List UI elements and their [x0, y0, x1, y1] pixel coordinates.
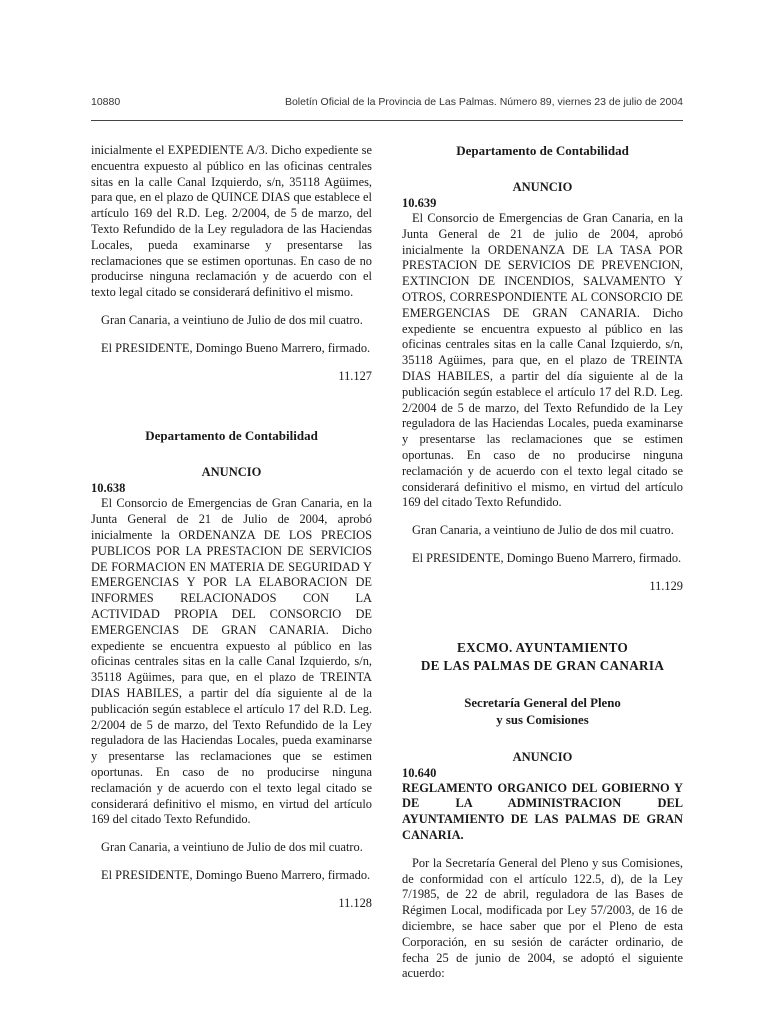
signature: El PRESIDENTE, Domingo Bueno Marrero, firmado. [412, 550, 682, 565]
running-title: Boletín Oficial de la Provincia de Las Palmas. Número 89, viernes 23 de julio de 2004 [284, 96, 683, 108]
left-column [91, 143, 372, 911]
announcement-number: 10.639 [402, 196, 437, 210]
excmo-heading-line-2: DE LAS PALMAS DE GRAN CANARIA [420, 657, 665, 673]
department-heading: Departamento de Contabilidad [145, 428, 318, 444]
reference-number: 11.128 [338, 895, 372, 910]
excmo-heading-line-1: EXCMO. AYUNTAMIENTO [456, 639, 629, 655]
right-column [402, 143, 683, 982]
place-date: Gran Canaria, a veintiuno de Julio de dos mil cuatro. [101, 312, 363, 327]
reference-number: 11.127 [338, 368, 372, 383]
anuncio-heading: ANUNCIO [512, 180, 573, 194]
anuncio-heading: ANUNCIO [512, 749, 573, 764]
department-heading: Departamento de Contabilidad [456, 143, 629, 158]
continued-paragraph: inicialmente el EXPEDIENTE A/3. Dicho expediente se encuentra expuesto al público en las oficinas centrales sitas en la calle Canal Izquierdo, s/n, 35118 Agüimes, para que, en el plazo de QUINCE DIAS que establece el artículo 169 del R.D. Leg. 2/2004, de 5 de marzo, del Texto Refundido de la Ley reguladora de las Haciendas Locales, pueda examinarse y presentarse las reclamaciones que se estimen oportunas. En caso de no producirse ninguna reclamación y de acuerdo con el texto legal citado se considerará definitivo el mismo. [91, 143, 372, 300]
final-paragraph: Por la Secretaría General del Pleno y sus Comisiones, de conformidad con el artículo 122.5, d), de la Ley 7/1985, de 22 de abril, reguladora de las Bases de Régimen Local, modificada por Ley 57/2003, de 16 de diciembre, se hace saber que por el Pleno de esta Corporación, en su sesión de carácter ordinario, de fecha 25 de junio de 2004, se adoptó el siguiente acuerdo: [402, 855, 683, 981]
announcement-body: El Consorcio de Emergencias de Gran Canaria, en la Junta General de 21 de Julio de 2004, aprobó inicialmente la ORDENANZA DE LOS PRECIOS PUBLICOS POR LA PRESTACION DE SERVICIOS DE FORMACION EN MATERIA DE SEGURIDAD Y EMERGENCIAS Y POR LA ELABORACION DE INFORMES RELACIONADOS CON LA ACTIVIDAD PROPIA DEL CONSORCIO DE EMERGENCIAS DE GRAN CANARIA. Dicho expediente se encuentra expuesto al público en las oficinas centrales sitas en la calle Canal Izquierdo, s/n, 35118 Agüimes, para que, en el plazo de TREINTA DIAS HABILES, a partir del día siguiente al de la publicación según establece el artículo 17 del R.D. Leg. 2/2004 de 5 de marzo, del Texto Refundido de la Ley reguladora de las Haciendas Locales, pueda examinarse y presentarse las reclamaciones que se estimen oportunas. En caso de no producirse ninguna reclamación y de acuerdo con el texto legal citado se considerará definitivo el mismo, en virtud del artículo 169 del citado Texto Refundido. [91, 496, 372, 827]
secretaria-heading-line-1: Secretaría General del Pleno [464, 695, 621, 710]
announcement-body: El Consorcio de Emergencias de Gran Canaria, en la Junta General de 21 de julio de 2004, aprobó inicialmente la ORDENANZA DE LA TASA POR PRESTACION DE SERVICIOS DE PREVENCION, EXTINCION DE INCENDIOS, SALVAMENTO Y OTROS, CORRESPONDIENTE AL CONSORCIO DE EMERGENCIAS DE GRAN CANARIA. Dicho expediente se encuentra expuesto al público en las oficinas centrales sitas en la calle Canal Izquierdo, s/n, 35118 Agüimes, para que, en el plazo de TREINTA DIAS HABILES, a partir del día siguiente al de la publicación según establece el artículo 17 del R.D. Leg. 2/2004 de 5 de marzo, del Texto Refundido de la Ley reguladora de las Haciendas Locales, pueda examinarse y presentarse las reclamaciones que se estimen oportunas. En caso de no producirse ninguna reclamación y de acuerdo con el texto legal citado se considerará definitivo el mismo, en virtud del artículo 169 del citado Texto Refundido. [402, 211, 683, 510]
place-date: Gran Canaria, a veintiuno de Julio de dos mil cuatro. [101, 840, 363, 855]
page-number: 10880 [91, 96, 121, 108]
announcement-number: 10.638 [91, 481, 126, 496]
signature: El PRESIDENTE, Domingo Bueno Marrero, firmado. [101, 867, 371, 882]
anuncio-heading: ANUNCIO [201, 465, 262, 480]
announcement-number: 10.640 [402, 765, 437, 780]
reference-number: 11.129 [649, 578, 683, 593]
signature: El PRESIDENTE, Domingo Bueno Marrero, firmado. [101, 340, 371, 355]
place-date: Gran Canaria, a veintiuno de Julio de dos mil cuatro. [412, 523, 674, 538]
header-rule [91, 120, 683, 121]
reglamento-title: REGLAMENTO ORGANICO DEL GOBIERNO Y DE LA ADMINISTRACION DEL AYUNTAMIENTO DE LAS PALMAS DE GRAN CANARIA. [402, 780, 683, 842]
secretaria-heading-line-2: y sus Comisiones [496, 712, 589, 727]
